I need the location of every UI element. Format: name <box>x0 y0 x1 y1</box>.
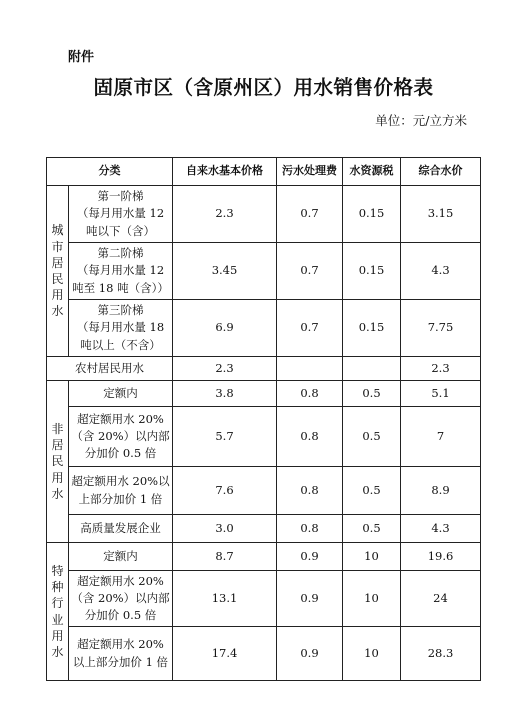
description-line: （每月用水量 12 <box>76 263 165 278</box>
header-total-price: 综合水价 <box>401 158 481 186</box>
water-tax-cell: 10 <box>343 571 401 627</box>
total-price-cell: 7 <box>401 407 481 467</box>
water-tax-cell: 10 <box>343 543 401 571</box>
description-line: （含 20%）以内部 <box>71 590 170 605</box>
category-char: 用 <box>51 288 64 303</box>
description-line: 超定额用水 20% <box>77 637 164 652</box>
total-price-cell: 3.15 <box>401 186 481 243</box>
tier-description <box>69 300 173 357</box>
base-price-cell: 3.8 <box>173 381 277 407</box>
base-price-cell: 17.4 <box>173 627 277 681</box>
category-cell <box>47 381 69 543</box>
total-price-cell: 24 <box>401 571 481 627</box>
header-sewage-fee: 污水处理费 <box>277 158 343 186</box>
category-char: 城 <box>51 223 64 238</box>
tier-description <box>69 186 173 243</box>
description-line: 定额内 <box>103 548 138 563</box>
description-line: 上部分加价 1 倍 <box>78 491 163 506</box>
water-tax-cell: 0.5 <box>343 381 401 407</box>
water-tax-cell <box>343 357 401 381</box>
description-line: 超定额用水 20% <box>77 573 164 588</box>
sewage-fee-cell: 0.8 <box>277 515 343 543</box>
description-line: 分加价 0.5 倍 <box>84 608 157 623</box>
sewage-fee-cell: 0.9 <box>277 571 343 627</box>
category-char: 水 <box>51 304 64 319</box>
table-body <box>47 186 481 681</box>
table-row <box>47 300 481 357</box>
description-line: 吨以上（不含） <box>80 337 161 352</box>
header-base-price: 自来水基本价格 <box>173 158 277 186</box>
description-line: （含 20%）以内部 <box>71 428 170 443</box>
table-row <box>47 467 481 515</box>
total-price-cell: 8.9 <box>401 467 481 515</box>
tier-description <box>69 627 173 681</box>
table-row <box>47 243 481 300</box>
base-price-cell: 2.3 <box>173 186 277 243</box>
base-price-cell: 6.9 <box>173 300 277 357</box>
total-price-cell: 7.75 <box>401 300 481 357</box>
description-line: 以上部分加价 1 倍 <box>72 654 169 669</box>
table-row <box>47 407 481 467</box>
sewage-fee-cell: 0.9 <box>277 627 343 681</box>
table-row <box>47 543 481 571</box>
description-line: 吨以下（含） <box>86 223 155 238</box>
base-price-cell: 3.45 <box>173 243 277 300</box>
header-category: 分类 <box>47 158 173 186</box>
total-price-cell: 5.1 <box>401 381 481 407</box>
water-tax-cell: 0.15 <box>343 300 401 357</box>
category-char: 民 <box>51 454 64 469</box>
sewage-fee-cell: 0.8 <box>277 467 343 515</box>
category-char: 水 <box>51 486 64 501</box>
base-price-cell: 7.6 <box>173 467 277 515</box>
sewage-fee-cell: 0.9 <box>277 543 343 571</box>
total-price-cell: 28.3 <box>401 627 481 681</box>
description-line: （每月用水量 12 <box>76 206 165 221</box>
water-tax-cell: 0.15 <box>343 243 401 300</box>
water-tax-cell: 10 <box>343 627 401 681</box>
category-char: 用 <box>51 628 64 643</box>
description-line: 第一阶梯 <box>97 189 144 204</box>
price-table <box>46 157 481 681</box>
description-line: 高质量发展企业 <box>80 520 161 535</box>
water-tax-cell: 0.15 <box>343 186 401 243</box>
description-line: （每月用水量 18 <box>76 320 165 335</box>
table-row <box>47 515 481 543</box>
category-char: 用 <box>51 470 64 485</box>
category-char: 民 <box>51 272 64 286</box>
category-char: 业 <box>51 612 64 627</box>
tier-description <box>69 243 173 300</box>
tier-description <box>69 381 173 407</box>
category-cell <box>47 543 69 681</box>
sewage-fee-cell: 0.7 <box>277 300 343 357</box>
description-line: 超定额用水 20%以 <box>71 474 170 489</box>
header-water-tax: 水资源税 <box>343 158 401 186</box>
total-price-cell: 19.6 <box>401 543 481 571</box>
description-line: 吨至 18 吨（含）） <box>72 280 169 295</box>
category-cell <box>47 186 69 357</box>
table-row <box>47 357 481 381</box>
table-row <box>47 381 481 407</box>
sewage-fee-cell: 0.8 <box>277 381 343 407</box>
category-char: 市 <box>51 239 64 254</box>
unit-label: 单位：元/立方米 <box>375 113 467 128</box>
water-tax-cell: 0.5 <box>343 407 401 467</box>
page-title: 固原市区（含原州区）用水销售价格表 <box>93 76 434 99</box>
tier-description <box>69 571 173 627</box>
base-price-cell: 2.3 <box>173 357 277 381</box>
description-line: 第三阶梯 <box>97 303 144 318</box>
tier-description <box>69 543 173 571</box>
sewage-fee-cell: 0.7 <box>277 243 343 300</box>
total-price-cell: 4.3 <box>401 515 481 543</box>
water-tax-cell: 0.5 <box>343 515 401 543</box>
table-row <box>47 186 481 243</box>
base-price-cell: 8.7 <box>173 543 277 571</box>
description-line: 第二阶梯 <box>97 246 144 261</box>
table-row <box>47 627 481 681</box>
tier-description <box>69 467 173 515</box>
category-char: 非 <box>51 422 64 437</box>
tier-description <box>69 407 173 467</box>
category-char: 居 <box>51 438 64 453</box>
table-header-row <box>47 158 481 186</box>
base-price-cell: 3.0 <box>173 515 277 543</box>
table-row <box>47 571 481 627</box>
sewage-fee-cell: 0.8 <box>277 407 343 467</box>
category-char: 种 <box>51 580 64 595</box>
description-line: 定额内 <box>103 385 138 400</box>
total-price-cell: 4.3 <box>401 243 481 300</box>
sewage-fee-cell: 0.7 <box>277 186 343 243</box>
total-price-cell: 2.3 <box>401 357 481 381</box>
category-cell: 农村居民用水 <box>47 357 173 381</box>
tier-description <box>69 515 173 543</box>
category-char: 特 <box>51 563 64 578</box>
description-line: 超定额用水 20% <box>77 411 164 426</box>
category-char: 行 <box>51 596 64 611</box>
category-char: 居 <box>51 255 64 270</box>
description-line: 分加价 0.5 倍 <box>84 446 157 461</box>
base-price-cell: 13.1 <box>173 571 277 627</box>
category-char: 水 <box>51 644 64 659</box>
base-price-cell: 5.7 <box>173 407 277 467</box>
sewage-fee-cell <box>277 357 343 381</box>
water-tax-cell: 0.5 <box>343 467 401 515</box>
attachment-label: 附件 <box>68 50 95 65</box>
